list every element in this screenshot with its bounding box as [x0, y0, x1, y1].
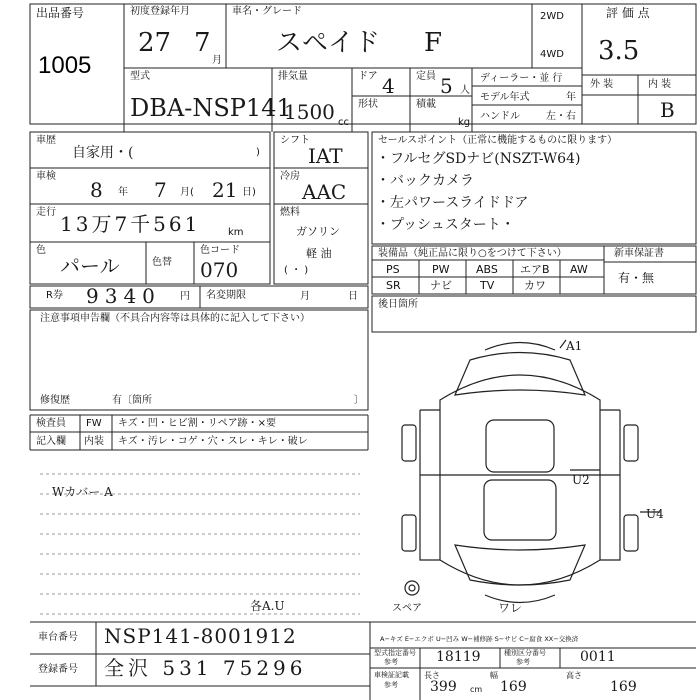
interior-grade: B [660, 98, 675, 122]
sales-item: ・バックカメラ [376, 173, 474, 189]
fw-label: FW [86, 418, 102, 429]
ac-label: 冷房 [280, 171, 300, 182]
drive-4wd: 4WD [540, 49, 564, 60]
nc-day-unit: 日 [348, 291, 358, 302]
sales-label: セールスポイント（正常に機能するものに限ります） [378, 135, 618, 146]
mileage-label: 走行 [36, 207, 56, 218]
color-value: パール [60, 254, 120, 278]
inspection-day: 21 [212, 178, 238, 202]
mark-u4: U4 [646, 507, 664, 521]
fuel-paren: ( ・ ) [284, 265, 309, 276]
sales-item: ・左パワースライドドア [376, 195, 529, 211]
car-diagram [402, 340, 660, 603]
lot-number: 1005 [38, 52, 92, 79]
color-change-label: 色替 [152, 257, 172, 268]
equipment-label: 装備品（純正品に限り○をつけて下さい） [378, 248, 567, 259]
nc-month-unit: 月 [300, 291, 310, 302]
spare-note: ワレ [498, 601, 523, 615]
caution-label: 注意事項申告欄（不具合内容等は具体的に記入して下さい） [40, 313, 310, 324]
sales-item: ・プッシュスタート・ [376, 217, 515, 233]
inspection-year: 8 [90, 178, 103, 202]
first-reg-month: 7 [194, 28, 211, 58]
person-unit: 人 [460, 85, 470, 96]
type-label: 型式 [130, 71, 150, 82]
type-value: DBA-NSP141 [130, 94, 292, 122]
length-label: 長さ [424, 671, 440, 680]
inspector-label: 検査員 [36, 418, 66, 429]
sales-item: ・フルセグSDナビ(NSZT-W64) [376, 151, 581, 167]
interior-check-label: 内装 [84, 436, 104, 447]
width-label: 幅 [490, 671, 498, 680]
entry-label: 記入欄 [36, 436, 66, 447]
month-unit: 月 [212, 55, 222, 66]
class-code-value: 0011 [580, 649, 616, 665]
doors-label: ドア [358, 71, 378, 82]
notes-frame [30, 310, 368, 410]
damage-legend: A−キズ E−エクボ U−凹み W−補修跡 S−サビ C−腐食 XX−交換済 [380, 635, 579, 643]
capacity-value: 5 [440, 74, 453, 98]
fw-items: キズ・凹・ヒビ割・リペア跡・×要 [118, 418, 276, 429]
r-value: 9340 [86, 284, 161, 308]
equip-tv: TV [480, 279, 495, 292]
inspection-month-unit: 月( [180, 187, 194, 198]
model-year-label: モデル年式 [480, 92, 530, 103]
history-value: 自家用・( [72, 145, 134, 161]
mark-a1: A1 [566, 339, 583, 353]
first-reg-year: 27 [138, 28, 172, 58]
dealer-label: ディーラー・並 行 [480, 73, 563, 84]
reg-value: 全沢 531 75296 [104, 656, 307, 680]
class-code-label: 種別区分番号 [504, 649, 546, 657]
repair-close: 〕 [354, 395, 364, 406]
equip-pw: PW [432, 263, 450, 276]
handle-options: 左・右 [546, 111, 576, 122]
interior-items: キズ・汚レ・コゲ・穴・スレ・キレ・破レ [118, 436, 308, 447]
recycle-frame [30, 286, 368, 308]
class-code-ref: 参考 [516, 658, 530, 666]
score-label: 評 価 点 [606, 6, 650, 20]
length-value: 399 [430, 679, 457, 695]
yen-unit: 円 [180, 291, 190, 302]
equip-sr: SR [386, 279, 401, 292]
history-close: ) [256, 147, 260, 158]
equip-aw: AW [570, 263, 588, 276]
first-reg-label: 初度登録年月 [130, 6, 190, 17]
model-label: 車名・グレード [232, 6, 302, 17]
equip-ps: PS [386, 263, 400, 276]
interior-label: 内 装 [648, 79, 672, 90]
equip-leather: カワ [524, 279, 546, 292]
inspection-day-unit: 日) [242, 187, 256, 198]
repair-value: 有〔箇所 [112, 395, 152, 406]
color-label: 色 [36, 245, 46, 256]
score: 3.5 [598, 36, 640, 66]
history-label: 車歴 [36, 135, 56, 146]
under-note: 各A.U [250, 599, 285, 613]
cc-unit: cc [338, 117, 349, 128]
color-code-value: 070 [200, 258, 239, 282]
height-label: 高さ [566, 671, 582, 680]
spare-label: スペア [392, 603, 422, 614]
name-change-label: 名変期限 [206, 290, 246, 301]
doors-value: 4 [382, 74, 395, 98]
mark-u2: U2 [572, 473, 590, 487]
displacement-label: 排気量 [278, 71, 308, 82]
r-label: R券 [46, 290, 63, 301]
fuel-diesel: 軽 油 [306, 247, 332, 260]
grade: F [424, 28, 443, 58]
fuel-label: 燃料 [280, 207, 300, 218]
km-unit: km [228, 227, 244, 238]
type-code-value: 18119 [436, 649, 481, 665]
reg-label: 登録番号 [38, 664, 78, 675]
width-value: 169 [500, 679, 527, 695]
ac-value: AAC [302, 180, 347, 204]
warranty-value: 有・無 [618, 271, 655, 285]
chassis-value: NSP141-8001912 [104, 624, 297, 648]
type-code-label: 型式指定番号 [374, 649, 416, 657]
model-name: スペイド [276, 28, 381, 58]
chassis-label: 車台番号 [38, 632, 78, 643]
memo-text: Wカバー A [52, 485, 113, 499]
warranty-label: 新車保証書 [614, 248, 664, 259]
lot-label: 出品番号 [36, 6, 85, 20]
length-unit: cm [470, 685, 483, 694]
shape-label: 形状 [358, 99, 378, 110]
repair-label: 修復歴 [40, 395, 70, 406]
equip-navi: ナビ [430, 279, 452, 292]
fuel-gasoline: ガソリン [296, 225, 340, 238]
inspection-label: 車検 [36, 171, 56, 182]
dims-ref: 参考 [384, 681, 398, 689]
type-code-ref: 参考 [384, 658, 398, 666]
remarks-label: 後日箇所 [378, 299, 418, 310]
color-code-label: 色コード [200, 245, 240, 256]
shift-label: シフト [280, 135, 310, 146]
mileage-value: 13万7千561 [60, 212, 201, 236]
shift-value: IAT [308, 144, 343, 168]
capacity-label: 定員 [416, 71, 436, 82]
exterior-label: 外 装 [590, 79, 614, 90]
dims-label: 車検証記載 [374, 671, 409, 679]
equip-abs: ABS [476, 263, 498, 276]
equip-airbag: エアB [520, 263, 550, 276]
height-value: 169 [610, 679, 637, 695]
drive-2wd: 2WD [540, 11, 564, 22]
load-label: 積載 [416, 99, 436, 110]
inspection-month: 7 [154, 178, 167, 202]
handle-label: ハンドル [480, 111, 520, 122]
year-unit: 年 [566, 92, 576, 103]
inspection-year-unit: 年 [118, 187, 128, 198]
kg-unit: kg [458, 117, 471, 128]
displacement-value: 1500 [284, 100, 335, 124]
